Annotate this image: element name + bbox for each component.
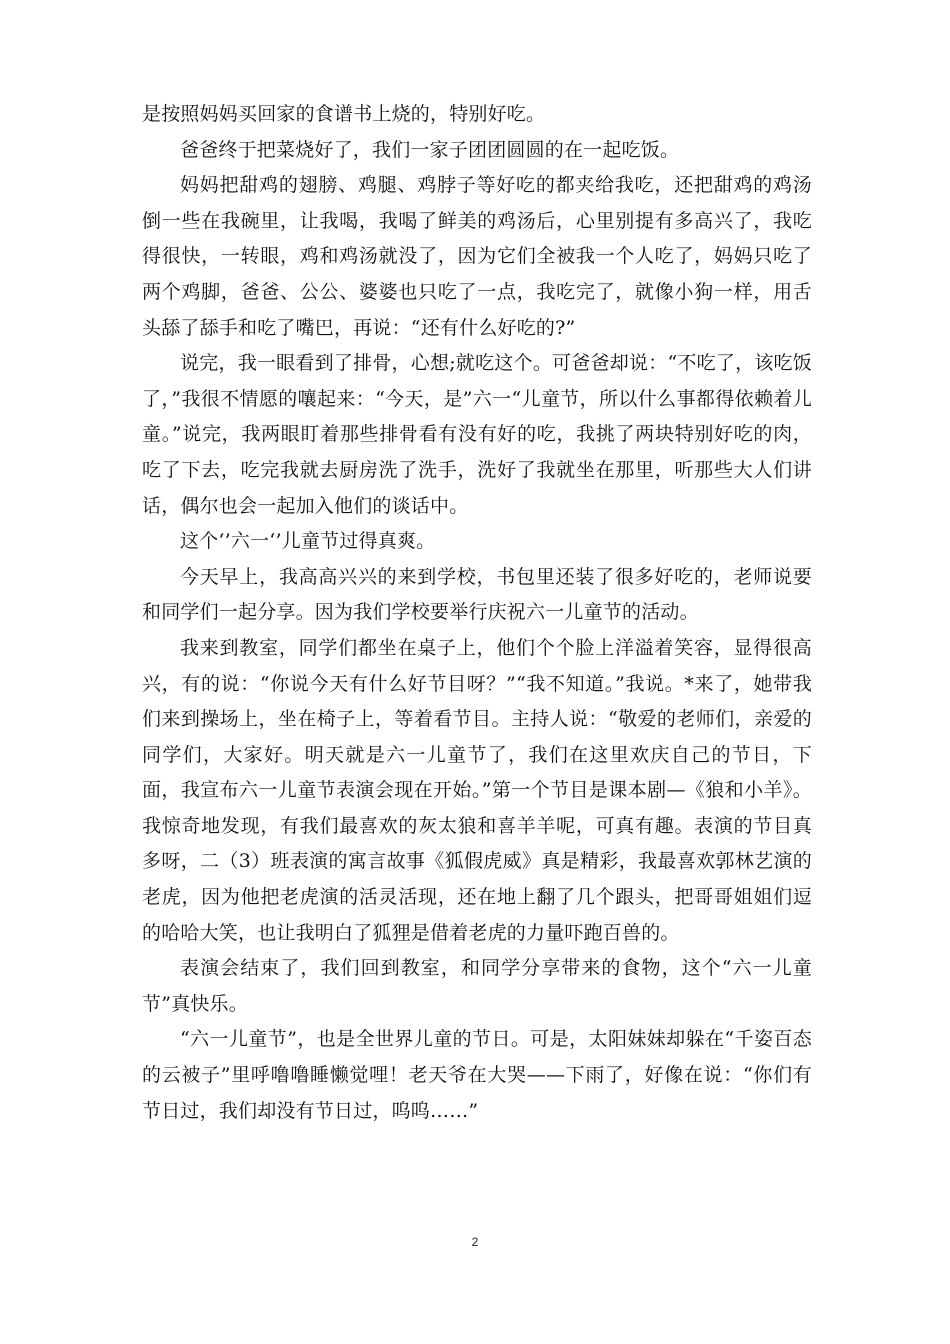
paragraph: “六一儿童节”，也是全世界儿童的节日。可是，太阳妹妹却躲在“千姿百态的云被子”里呼噜噜睡懒觉哩！老天爷在大哭——下雨了，好像在说：“你们有节日过，我们却没有节日过，呜呜……”: [142, 1028, 812, 1122]
document-body: [142, 97, 812, 1129]
paragraph: 今天早上，我高高兴兴的来到学校，书包里还装了很多好吃的，老师说要和同学们一起分享。因为我们学校要举行庆祝六一儿童节的活动。: [142, 565, 812, 624]
paragraph: 表演会结束了，我们回到教室，和同学分享带来的食物，这个“六一儿童节”真快乐。: [142, 957, 812, 1015]
paragraph: 这个‘’六一‘’儿童节过得真爽。: [180, 530, 436, 553]
paragraph: 说完，我一眼看到了排骨，心想;就吃这个。可爸爸却说：“不吃了，该吃饭了，”我很不情愿的嚷起来：“今天，是”六一“儿童节，所以什么事都得依赖着儿童。”说完，我两眼盯着那些排骨看有没有好的吃，我挑了两块特别好吃的肉，吃了下去，吃完我就去厨房洗了洗手，洗好了我就坐在那里，听那些大人们讲话，偶尔也会一起加入他们的谈话中。: [142, 352, 812, 517]
paragraph: 是按照妈妈买回家的食谱书上烧的，特别好吃。: [142, 103, 546, 125]
page-number: 2: [471, 1235, 479, 1249]
paragraph: 爸爸终于把菜烧好了，我们一家子团团圆圆的在一起吃饭。: [180, 138, 680, 161]
paragraph: 妈妈把甜鸡的翅膀、鸡腿、鸡脖子等好吃的都夹给我吃，还把甜鸡的鸡汤倒一些在我碗里，让我喝，我喝了鲜美的鸡汤后，心里别提有多高兴了，我吃得很快，一转眼，鸡和鸡汤就没了，因为它们全被我一个人吃了，妈妈只吃了两个鸡脚，爸爸、公公、婆婆也只吃了一点，我吃完了，就像小狗一样，用舌头舔了舔手和吃了嘴巴，再说：“还有什么好吃的?”: [142, 174, 812, 339]
paragraph: 我来到教室，同学们都坐在桌子上，他们个个脸上洋溢着笑容，显得很高兴，有的说：“你说今天有什么好节目呀？”“我不知道。”我说。*来了，她带我们来到操场上，坐在椅子上，等着看节目。主持人说：“敬爱的老师们，亲爱的同学们，大家好。明天就是六一儿童节了，我们在这里欢庆自己的节日，下面，我宣布六一儿童节表演会现在开始。”第一个节目是课本剧—《狼和小羊》。我惊奇地发现，有我们最喜欢的灰太狼和喜羊羊呢，可真有趣。表演的节目真多呀，二（3）班表演的寓言故事《狐假虎威》真是精彩，我最喜欢郭林艺演的老虎，因为他把老虎演的活灵活现，还在地上翻了几个跟头，把哥哥姐姐们逗的哈哈大笑，也让我明白了狐狸是借着老虎的力量吓跑百兽的。: [142, 636, 812, 944]
